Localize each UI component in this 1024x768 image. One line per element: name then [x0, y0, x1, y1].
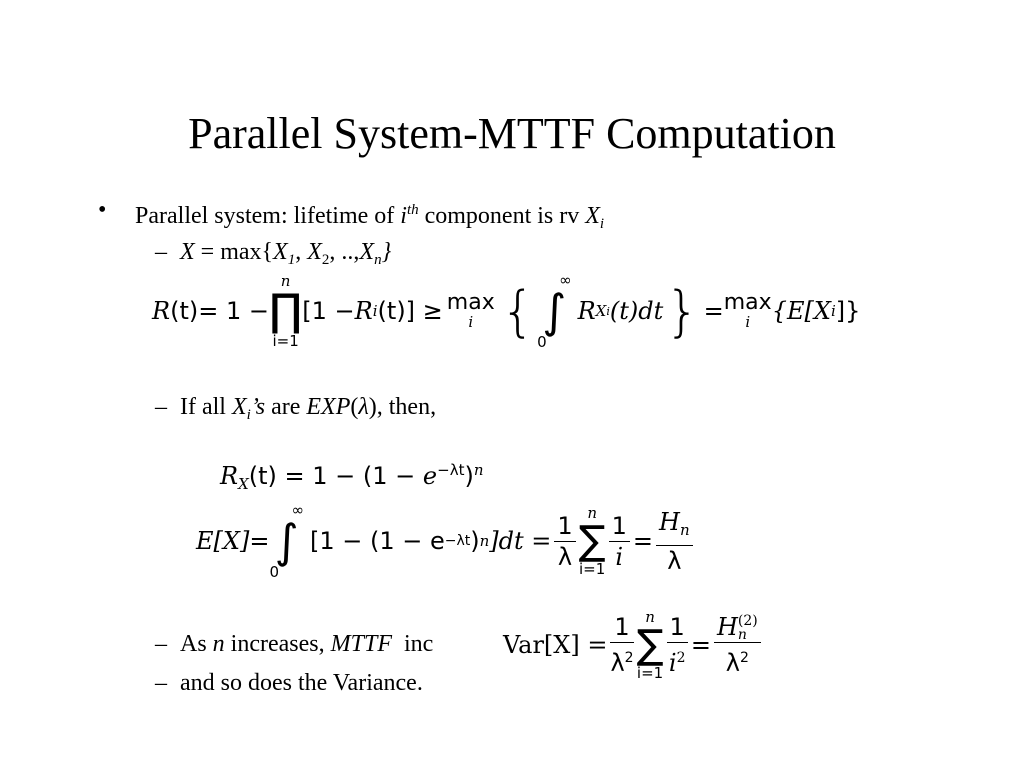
fraction-Hn-over-lambda: [656, 507, 693, 576]
integral-symbol: ∫: [542, 284, 567, 338]
sum-lower: i=1: [636, 664, 664, 682]
equation-parallel-reliability: [220, 452, 484, 502]
sup-th: th: [406, 202, 419, 218]
sum-upper: n: [587, 504, 597, 522]
frac-den: [667, 643, 688, 678]
max-sub: i: [468, 313, 474, 331]
frac-pow: 2: [739, 650, 749, 667]
lambda: λ: [358, 394, 369, 420]
fraction-Hn2-over-lambda2: [714, 612, 761, 679]
max-label: max: [446, 290, 495, 315]
max-text: = max{: [194, 239, 274, 265]
eq-text: ): [470, 527, 480, 555]
dash-marker: –: [155, 670, 167, 696]
eq-var: Var[X] =: [503, 631, 608, 659]
eq-RX-subsub: i: [606, 304, 610, 318]
eq-text: =: [632, 527, 654, 555]
var-X1: X: [273, 239, 288, 265]
frac-num: 1: [667, 612, 688, 643]
fraction-1-over-lambda2: [610, 612, 633, 678]
equation-variance: [503, 604, 764, 686]
var-Xn: X: [359, 239, 375, 265]
equation-expectation: [196, 500, 696, 582]
eq-text: (t)] ≥: [377, 297, 443, 325]
integral-symbol: ∫: [274, 514, 299, 568]
left-brace: {: [500, 279, 536, 343]
eq-args: (t): [248, 462, 277, 490]
fraction-1-over-lambda: [554, 511, 575, 572]
var-n: n: [212, 631, 225, 657]
eq-pow: n: [473, 461, 484, 479]
frac-pow: 2: [624, 650, 634, 666]
eq-exp: −λt: [444, 533, 471, 549]
int-lower: 0: [269, 563, 279, 581]
frac-den: λ: [557, 542, 573, 571]
sub-i: i: [599, 216, 605, 232]
slide-title: Parallel System-MTTF Computation: [188, 109, 836, 158]
lparen: (: [350, 394, 359, 420]
sum-symbol: ∑: [636, 622, 664, 668]
right-brace: }: [665, 279, 700, 343]
sub-i: i: [246, 407, 251, 423]
sum-lower: i=1: [579, 560, 606, 578]
eq-RX-args: (t)dt: [609, 297, 664, 325]
eq-text: =: [703, 297, 724, 325]
eq-RX: R: [577, 297, 596, 325]
max-label-2: max: [723, 290, 772, 315]
frac-H-sub: n: [679, 520, 690, 539]
frac-i: i: [668, 649, 677, 677]
max-operator-2: [724, 292, 772, 330]
sum-operator: [637, 609, 664, 681]
var-X: X: [231, 394, 247, 420]
var-X: X: [585, 203, 600, 229]
eq-close: ): [464, 462, 474, 490]
sub-n: n: [374, 252, 382, 268]
var-X2: X: [307, 239, 322, 265]
eq-R: R: [220, 462, 239, 490]
frac-num: 1: [610, 612, 633, 643]
integral-operator: [537, 272, 572, 350]
dash-marker: –: [155, 631, 167, 657]
close-brace: }: [381, 239, 392, 265]
sum-symbol: ∑: [578, 518, 606, 564]
bullet-text: As: [180, 631, 213, 657]
frac-H: H: [716, 612, 738, 641]
bullet-text: component is rv: [418, 203, 586, 229]
eq-RX-sub: X: [595, 302, 607, 320]
int-upper: ∞: [559, 271, 572, 289]
sub-2: 2: [321, 252, 330, 268]
bullet-text: inc: [391, 631, 434, 657]
int-upper: ∞: [291, 501, 304, 519]
eq-R: R: [152, 297, 171, 325]
bullet-text: increases,: [224, 631, 331, 657]
frac-H-sub: n: [737, 627, 747, 644]
dash-marker: –: [155, 394, 167, 420]
eq-text: =: [690, 631, 711, 659]
prod-upper: n: [280, 272, 291, 290]
eq-text: [1 − (1 − e: [309, 527, 445, 555]
bullet-text: are: [265, 394, 307, 420]
product-operator: [269, 273, 302, 349]
dots: , ..,: [329, 239, 360, 265]
eq-R-sub: X: [238, 475, 249, 493]
sub-1: 1: [287, 252, 296, 268]
sub-bullet-variance: and so does the Variance.: [180, 670, 423, 696]
frac-den: i: [615, 542, 624, 571]
eq-e: e: [422, 462, 438, 490]
eq-EXi: {E[X: [771, 297, 831, 325]
frac-pow: 2: [676, 650, 686, 666]
sum-upper: n: [645, 608, 655, 626]
comma: ,: [295, 239, 308, 265]
max-sub-2: i: [745, 313, 751, 331]
frac-num: 1: [554, 511, 575, 542]
product-symbol: ∏: [268, 285, 303, 336]
bullet-text: ), then,: [368, 394, 437, 420]
prod-lower: i=1: [272, 332, 299, 350]
bullet-text: If all: [180, 394, 232, 420]
eq-text: = 1 − (1 −: [276, 462, 423, 490]
eq-EXi-close: ]}: [835, 297, 861, 325]
max-operator: [447, 292, 495, 330]
eq-Ri-sub: i: [372, 302, 378, 320]
frac-num: [656, 507, 693, 546]
frac-den: [610, 643, 633, 678]
bullet-parallel-system: [135, 195, 604, 239]
bullet-marker: •: [98, 197, 107, 223]
dash-marker: –: [155, 239, 167, 265]
eq-exp: −λt: [437, 461, 465, 479]
var-X: X: [180, 239, 195, 265]
eq-args: (t): [170, 297, 199, 325]
frac-H: H: [659, 507, 680, 536]
eq-text: =: [249, 527, 270, 555]
fraction-1-over-i2: [667, 612, 688, 678]
integral-operator: [269, 502, 304, 580]
int-lower: 0: [537, 333, 547, 351]
eq-Ri: R: [354, 297, 373, 325]
frac-H-sup: (2): [737, 613, 758, 630]
sub-bullet-exp: [180, 392, 436, 430]
exp-label: EXP: [306, 394, 351, 420]
eq-EX: E[X]: [196, 527, 250, 555]
equation-reliability: [152, 266, 860, 356]
frac-den: λ: [667, 546, 682, 575]
fraction-1-over-i: [609, 511, 630, 572]
sub-bullet-mttf: [180, 629, 433, 659]
var-i: i: [400, 203, 407, 229]
eq-EXi-sub: i: [830, 302, 836, 320]
frac-num: [714, 612, 761, 644]
eq-pow: n: [479, 532, 490, 550]
frac-lambda: λ: [610, 649, 625, 677]
frac-den: [714, 643, 761, 678]
eq-text: = 1 −: [198, 297, 269, 325]
eq-text: [1 −: [302, 297, 355, 325]
sum-operator: [579, 505, 606, 577]
apostrophe-s: ’s: [250, 394, 266, 420]
frac-lambda: λ: [725, 649, 740, 678]
frac-num: 1: [609, 511, 630, 542]
bullet-text: Parallel system: lifetime of: [135, 203, 401, 229]
eq-text: ]dt =: [489, 527, 552, 555]
mttf-label: MTTF: [330, 631, 392, 657]
